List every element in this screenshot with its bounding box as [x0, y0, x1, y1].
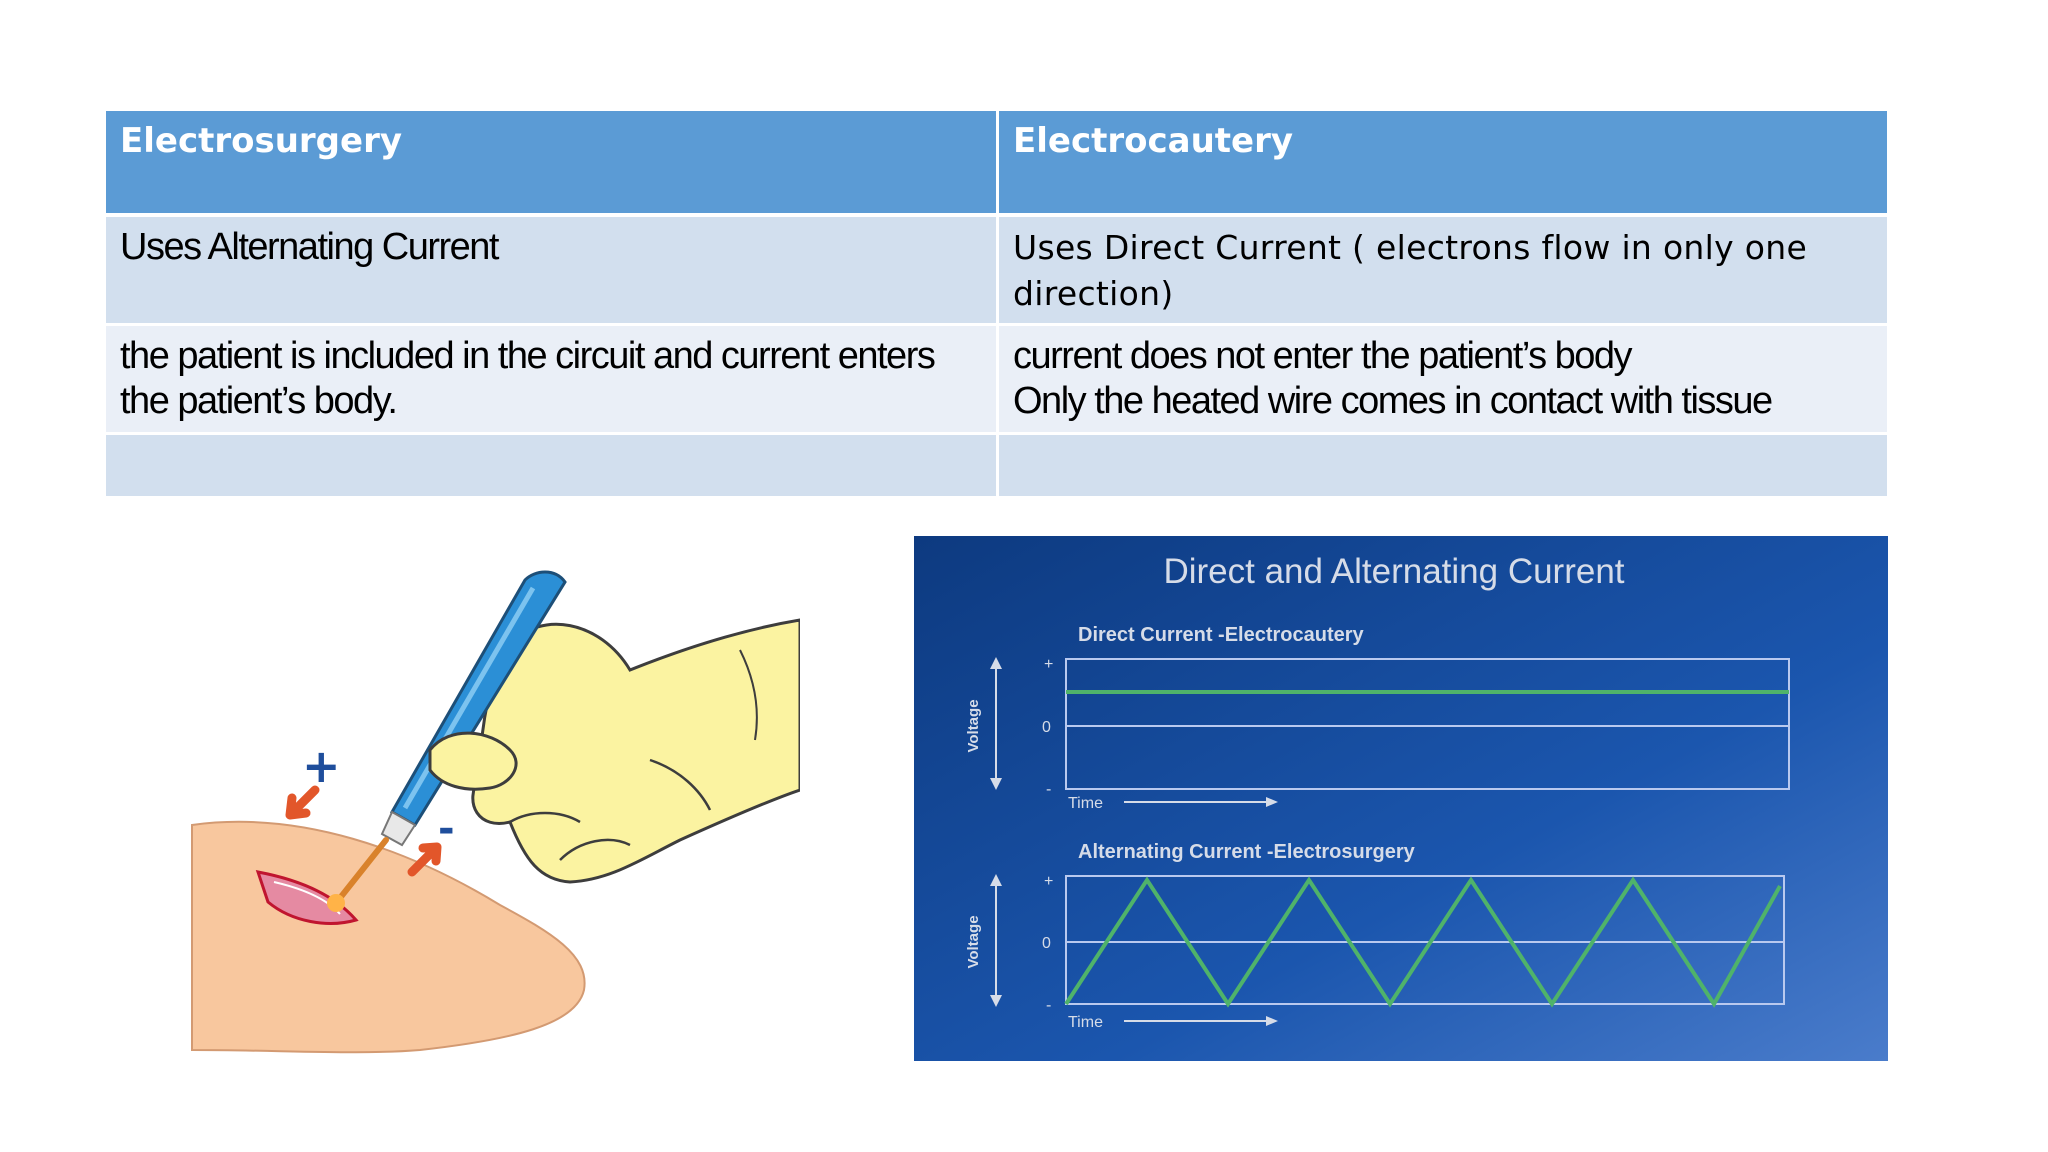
- table-cell-electrosurgery: [106, 217, 996, 326]
- ac-bottom-tick: -: [1046, 997, 1052, 1014]
- current-diagram: [914, 536, 1888, 1061]
- table-row: [106, 326, 1887, 435]
- table-header-row: [106, 111, 1887, 217]
- minus-sign: -: [438, 806, 455, 852]
- dc-x-axis-label: Time: [1068, 795, 1103, 812]
- ac-zero-tick: 0: [1042, 935, 1051, 952]
- cell-text-line: Uses Alternating Current: [120, 226, 498, 268]
- electrocautery-illustration: [180, 560, 800, 1060]
- table-cell-empty: [106, 435, 996, 496]
- dc-top-tick: +: [1044, 656, 1054, 673]
- diagram-background: [914, 536, 1888, 1061]
- table-cell-electrosurgery: [106, 326, 996, 435]
- cell-text-line: current does not enter the patient’s body: [1013, 335, 1632, 377]
- dc-zero-tick: 0: [1042, 719, 1051, 736]
- table-cell-electrocautery: [996, 217, 1887, 326]
- table-cell-empty: [996, 435, 1887, 496]
- ac-top-tick: +: [1044, 873, 1054, 890]
- cell-text-line: the patient’s body.: [120, 380, 397, 422]
- ac-y-axis-label: Voltage: [965, 915, 982, 969]
- ac-panel-label: Alternating Current -Electrosurgery: [1078, 841, 1415, 863]
- dc-bottom-tick: -: [1046, 781, 1052, 798]
- comparison-table: [106, 111, 1887, 496]
- table-cell-electrocautery: [996, 326, 1887, 435]
- header-electrosurgery: Electrosurgery: [106, 111, 996, 217]
- header-electrocautery: Electrocautery: [996, 111, 1887, 217]
- dc-panel-label: Direct Current -Electrocautery: [1078, 624, 1364, 646]
- ac-x-axis-label: Time: [1068, 1014, 1103, 1031]
- cell-text-line: the patient is included in the circuit and current enters: [120, 335, 935, 377]
- table-row-empty: [106, 435, 1887, 496]
- cell-text-line: direction): [1013, 274, 1174, 313]
- diagram-title: Direct and Alternating Current: [1163, 552, 1625, 591]
- table-row: [106, 217, 1887, 326]
- dc-y-axis-label: Voltage: [965, 699, 982, 753]
- plus-sign: +: [302, 739, 341, 793]
- arrow-icon: [290, 790, 315, 815]
- cell-text-line: Only the heated wire comes in contact with tissue: [1013, 380, 1772, 422]
- gloved-hand-icon: [473, 620, 800, 882]
- cell-text-line: Uses Direct Current ( electrons flow in only one: [1013, 228, 1808, 267]
